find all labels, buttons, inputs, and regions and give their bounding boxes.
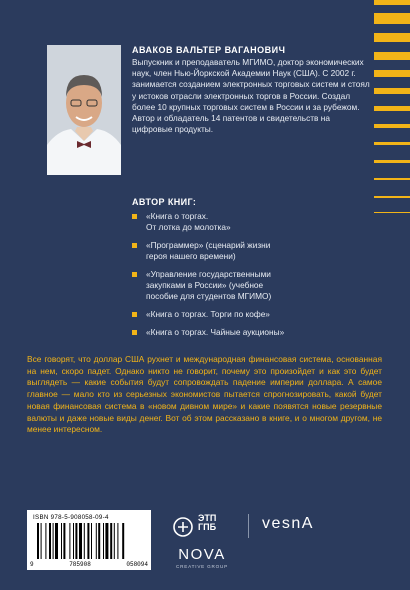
bullet-icon [132, 214, 137, 219]
list-item: «Книга о торгах. Чайные аукционы» [132, 327, 362, 338]
books-heading: АВТОР КНИГ: [132, 197, 197, 207]
list-item: «Книга о торгах. Торги по кофе» [132, 309, 362, 320]
vesna-logo: vesnA [262, 515, 314, 532]
bullet-icon [132, 312, 137, 317]
nova-logo-subtitle: CREATIVE GROUP [176, 564, 228, 569]
barcode-icon [37, 523, 145, 559]
barcode-digit-group: 785908 [69, 561, 91, 568]
author-name: АВАКОВ ВАЛЬТЕР ВАГАНОВИЧ [132, 45, 286, 55]
barcode-bar [110, 523, 112, 559]
author-bio: Выпускник и преподаватель МГИМО, доктор экономических наук, член Нью-Йоркской Академии Наук (США). С 2002 г. занимается созданием электронных торговых систем и стоял у истоков отрасли электронных торгов в России. Создал более 10 крупных торговых систем в России и за рубежом. Автор и обладатель 14 патентов и свидетельств на цифровые продукты. [132, 57, 370, 135]
barcode-bar [37, 523, 39, 559]
author-photo [47, 45, 121, 175]
barcode-label [27, 510, 151, 570]
barcode-bar [96, 523, 97, 559]
barcode-bar [117, 523, 118, 559]
book-blurb: Все говорят, что доллар США рухнет и международная финансовая система, основанная на нем, скоро падет. Однако никто не говорит, почему это произойдет и как это будет выглядеть — какие события будут сопровождать падение империи доллара. А самое главное — мало кто из серьезных экономистов пытается спрогнозировать, какой будет новая финансовая система в «новом дивном мире» и какие появятся новые резервные валюты и даже новые виды денег. Вот об этом рассказано в книге, и о многом другом, не менее интересном. [27, 354, 382, 435]
barcode-bar [45, 523, 46, 559]
decorative-stripes [374, 0, 410, 215]
barcode-digits [30, 561, 148, 568]
etp-gpb-logo-text [198, 514, 216, 532]
barcode-bar [53, 523, 54, 559]
barcode-bar [49, 523, 51, 559]
barcode-bar [91, 523, 92, 559]
list-item: «Программер» (сценарий жизни героя нашего времени) [132, 240, 362, 262]
barcode-bar [114, 523, 115, 559]
books-list [132, 211, 362, 345]
barcode-bar [122, 523, 124, 559]
barcode-bar [105, 523, 108, 559]
bullet-icon [132, 330, 137, 335]
etp-line: ЭТП [198, 513, 217, 523]
barcode-bar [41, 523, 42, 559]
barcode-bar [61, 523, 62, 559]
barcode-bar [73, 523, 74, 559]
isbn-number: ISBN 978-5-908058-09-4 [33, 514, 109, 521]
barcode-bar [84, 523, 85, 559]
gpb-line: ГПБ [198, 522, 217, 532]
barcode-bar [55, 523, 58, 559]
barcode-digit-group: 058094 [126, 561, 148, 568]
barcode-bar [75, 523, 77, 559]
logo-divider [248, 514, 249, 538]
barcode-bar [98, 523, 100, 559]
list-item: «Управление государственными закупками в России» (учебное пособие для студентов МГИМО) [132, 269, 362, 302]
barcode-bar [79, 523, 82, 559]
barcode-bar [87, 523, 89, 559]
barcode-bar [103, 523, 104, 559]
bullet-icon [132, 243, 137, 248]
barcode-digit-group: 9 [30, 561, 34, 568]
barcode-bar [63, 523, 65, 559]
nova-logo: NOVA [178, 546, 226, 563]
list-item: «Книга о торгах. От лотка до молотка» [132, 211, 362, 233]
bullet-icon [132, 272, 137, 277]
barcode-bar [69, 523, 70, 559]
